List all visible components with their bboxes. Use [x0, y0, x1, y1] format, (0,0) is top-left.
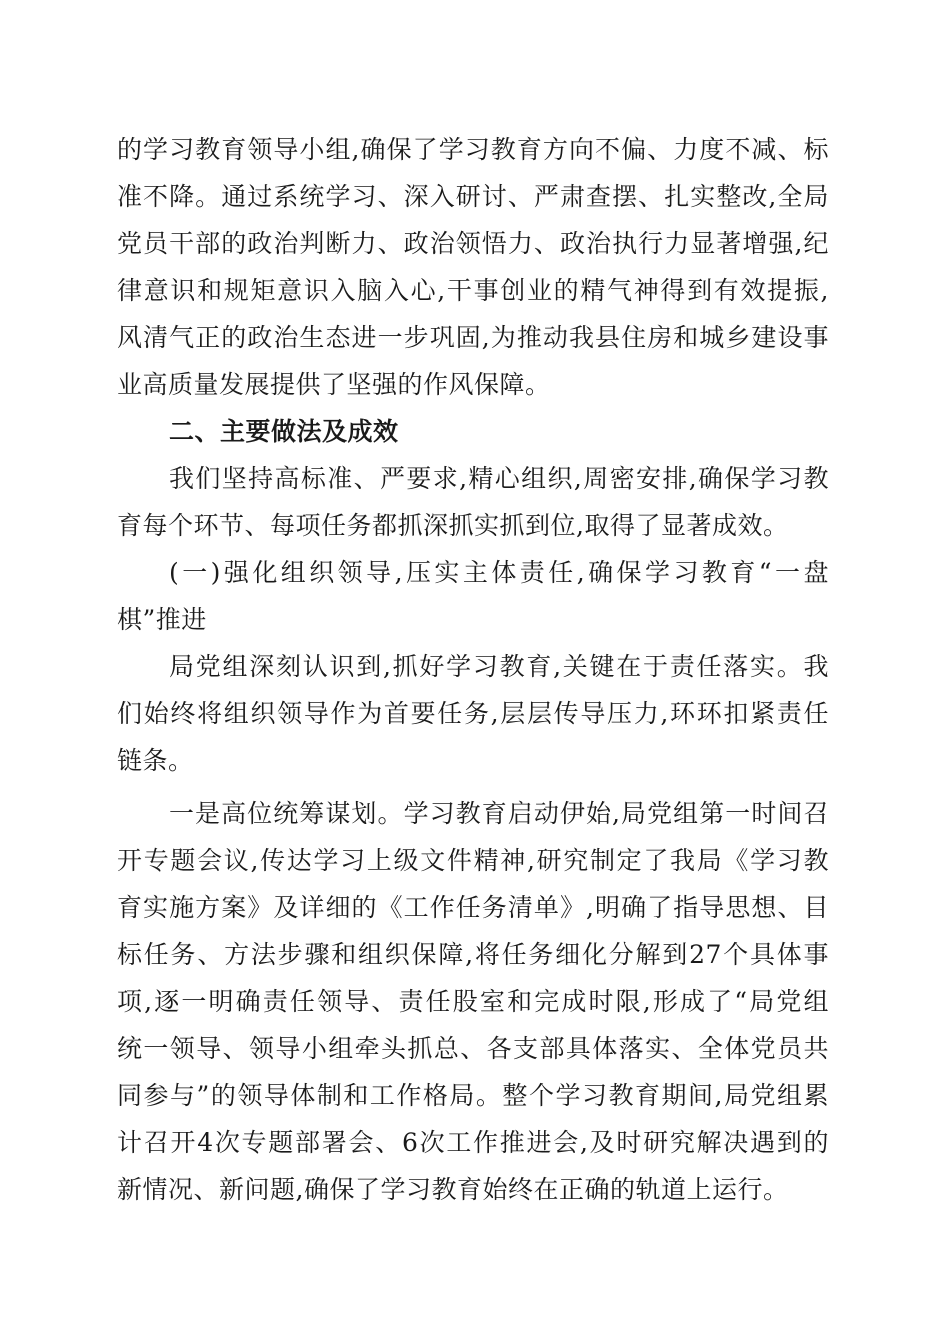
- text-line: 同参与”的领导体制和工作格局。整个学习教育期间,局党组累: [117, 1081, 829, 1110]
- paragraph-summary: [117, 455, 829, 549]
- text-line: 链条。: [117, 746, 194, 775]
- section-heading: 二、主要做法及成效: [169, 417, 399, 446]
- text-line: 风清气正的政治生态进一步巩固,为推动我县住房和城乡建设事: [117, 323, 829, 352]
- text-line: 开专题会议,传达学习上级文件精神,研究制定了我局《学习教: [117, 846, 829, 875]
- text-line: 新情况、新问题,确保了学习教育始终在正确的轨道上运行。: [117, 1175, 789, 1204]
- text-line: 准不降。通过系统学习、深入研讨、严肃查摆、扎实整改,全局: [117, 182, 829, 211]
- subsection-heading: [117, 549, 829, 643]
- text-line: 局党组深刻认识到,抓好学习教育,关键在于责任落实。我: [169, 652, 829, 681]
- text-line: 我们坚持高标准、严要求,精心组织,周密安排,确保学习教: [169, 464, 829, 493]
- text-line: 律意识和规矩意识入脑入心,干事创业的精气神得到有效提振,: [117, 276, 829, 305]
- text-line: 项,逐一明确责任领导、责任股室和完成时限,形成了“局党组: [117, 987, 829, 1016]
- text-line: 标任务、方法步骤和组织保障,将任务细化分解到27个具体事: [117, 940, 829, 969]
- text-line: 棋”推进: [117, 605, 207, 634]
- text-line: 育每个环节、每项任务都抓深抓实抓到位,取得了显著成效。: [117, 511, 789, 540]
- paragraph-intro: [117, 126, 829, 408]
- text-line: (一)强化组织领导,压实主体责任,确保学习教育“一盘: [169, 558, 829, 587]
- text-line: 党员干部的政治判断力、政治领悟力、政治执行力显著增强,纪: [117, 229, 829, 258]
- text-line: [117, 790, 829, 837]
- paragraph-lead: 一是高位统筹谋划。: [169, 799, 404, 828]
- text-line: 们始终将组织领导作为首要任务,层层传导压力,环环扣紧责任: [117, 699, 829, 728]
- text-span: 学习教育启动伊始,局党组第一时间召: [403, 799, 829, 828]
- text-line: 育实施方案》及详细的《工作任务清单》,明确了指导思想、目: [117, 893, 829, 922]
- document-body: [117, 126, 829, 1213]
- text-line: 的学习教育领导小组,确保了学习教育方向不偏、力度不减、标: [117, 135, 829, 164]
- paragraph-planning: [117, 790, 829, 1213]
- paragraph-responsibility: [117, 643, 829, 784]
- text-line: 计召开4次专题部署会、6次工作推进会,及时研究解决遇到的: [117, 1128, 829, 1157]
- text-line: 业高质量发展提供了坚强的作风保障。: [117, 370, 551, 399]
- text-line: 统一领导、领导小组牵头抓总、各支部具体落实、全体党员共: [117, 1034, 829, 1063]
